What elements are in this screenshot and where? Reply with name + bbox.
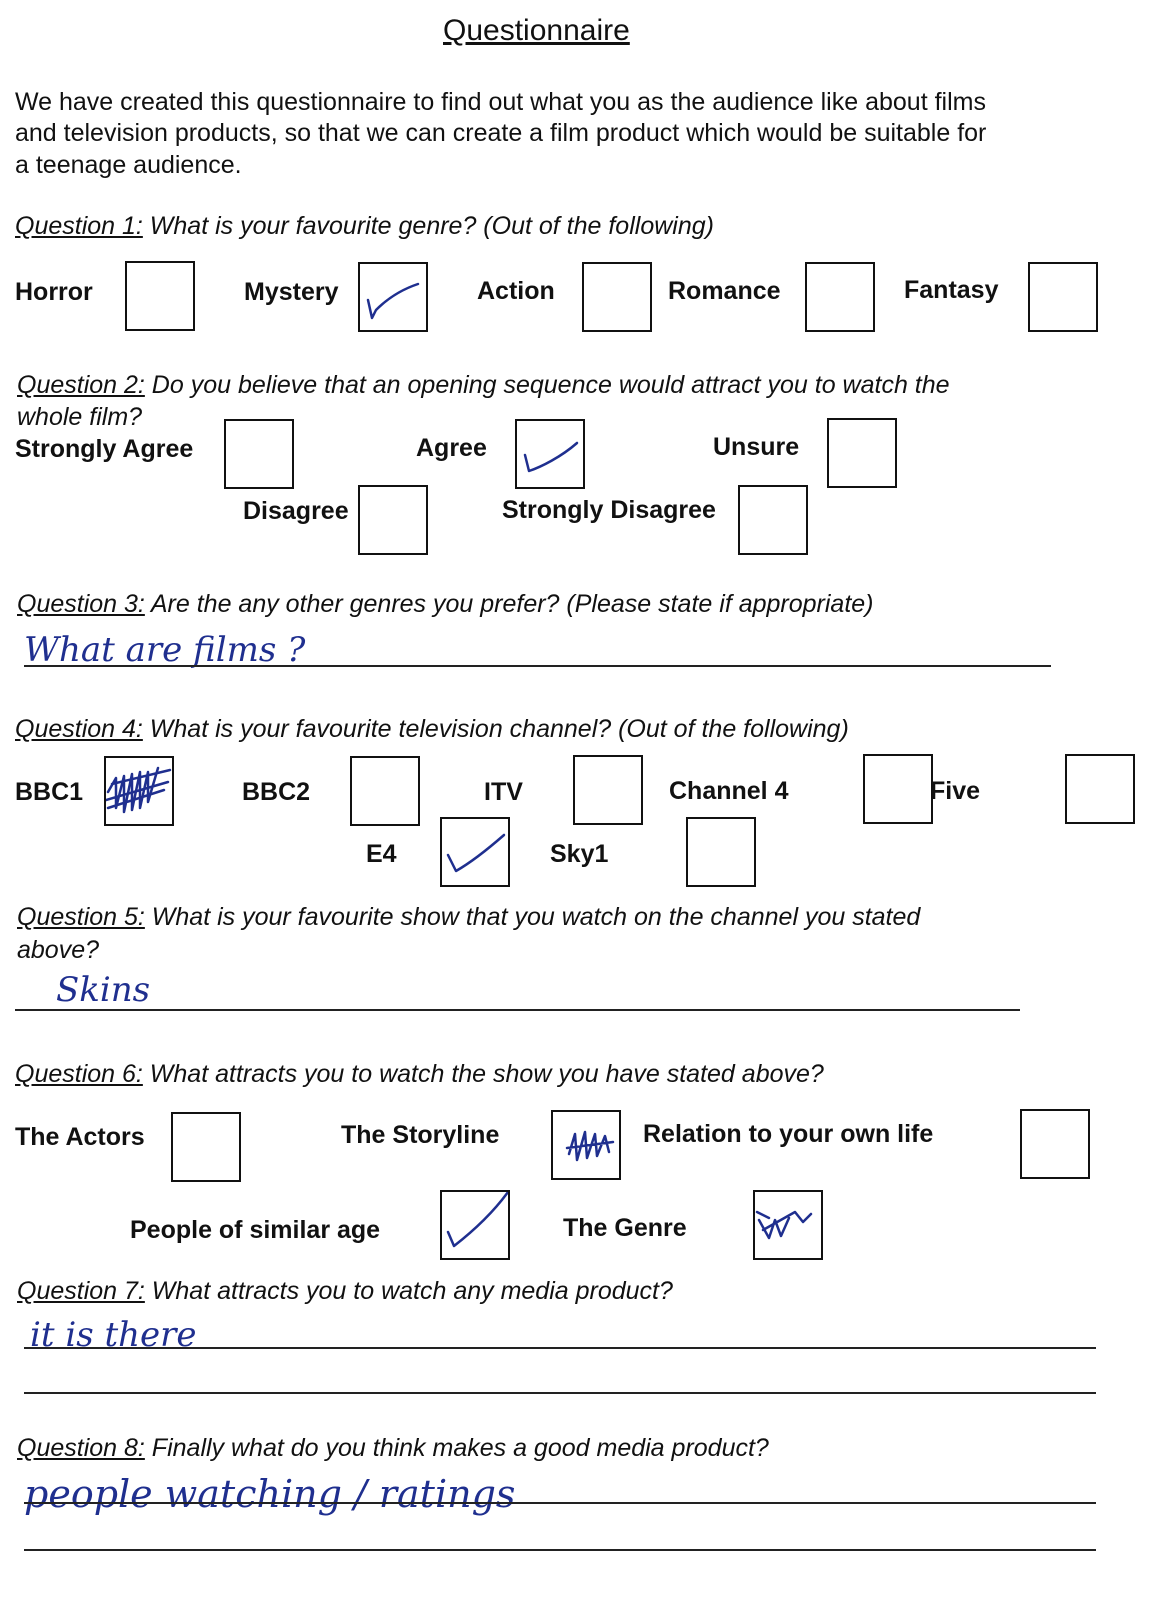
question-5-text: What is your favourite show that you watch on the channel you stated: [144, 903, 921, 931]
q2-strongly-agree-checkbox[interactable]: [224, 419, 294, 489]
q6-people-of-similar-age-checkbox[interactable]: [440, 1190, 510, 1260]
q4-option-e4: E4: [366, 840, 397, 868]
question-3-text: Are the any other genres you prefer? (Please state if appropriate): [144, 590, 874, 618]
q6-option-the-genre: The Genre: [563, 1214, 687, 1242]
q5-handwritten-answer: Skins: [56, 970, 151, 1010]
question-1: [15, 212, 714, 241]
q6-the-storyline-checkbox[interactable]: [551, 1110, 621, 1180]
q2-option-disagree: Disagree: [243, 497, 349, 525]
q3-answer-line[interactable]: [24, 665, 1051, 667]
q7-answer-line-2[interactable]: [24, 1392, 1096, 1394]
q6-option-relation-to-your-own-life: Relation to your own life: [643, 1120, 934, 1148]
q1-horror-checkbox[interactable]: [125, 261, 195, 331]
question-2: [17, 371, 950, 400]
page-title: Questionnaire: [443, 14, 630, 47]
tick-mark-icon: [442, 1192, 508, 1258]
q4-bbc2-checkbox[interactable]: [350, 756, 420, 826]
q8-answer-line-2[interactable]: [24, 1549, 1096, 1551]
q4-option-bbc1: BBC1: [15, 778, 84, 806]
q4-e4-checkbox[interactable]: [440, 817, 510, 887]
question-7: [17, 1277, 673, 1306]
q6-option-people-of-similar-age: People of similar age: [130, 1216, 381, 1244]
question-5: [17, 903, 920, 932]
q2-unsure-checkbox[interactable]: [827, 418, 897, 488]
q3-handwritten-answer: What are films ?: [24, 630, 306, 670]
tick-mark-icon: [360, 264, 426, 330]
intro-line-2: and television products, so that we can create a film product which would be suitable for: [15, 119, 987, 147]
question-8: [17, 1434, 769, 1463]
intro-line-3: a teenage audience.: [15, 151, 242, 179]
q4-option-bbc2: BBC2: [242, 778, 311, 806]
q6-option-the-actors: The Actors: [15, 1123, 145, 1151]
question-7-label: Question 7:: [17, 1277, 145, 1305]
q4-option-itv: ITV: [484, 778, 523, 806]
tick-mark-icon: [517, 421, 583, 487]
question-8-text: Finally what do you think makes a good media product?: [144, 1434, 769, 1462]
question-8-label: Question 8:: [17, 1434, 145, 1462]
q4-five-checkbox[interactable]: [1065, 754, 1135, 824]
question-5-label: Question 5:: [17, 903, 145, 931]
q6-option-the-storyline: The Storyline: [341, 1121, 500, 1149]
q1-mystery-checkbox[interactable]: [358, 262, 428, 332]
q4-option-five: Five: [930, 777, 981, 805]
question-7-text: What attracts you to watch any media product?: [144, 1277, 673, 1305]
q1-option-horror: Horror: [15, 278, 93, 306]
q4-option-channel-4: Channel 4: [669, 777, 789, 805]
scribble-mark-icon: [106, 758, 172, 824]
question-4-text: What is your favourite television channel? (Out of the following): [142, 715, 849, 743]
q1-fantasy-checkbox[interactable]: [1028, 262, 1098, 332]
q8-handwritten-answer: people watching / ratings: [24, 1472, 516, 1516]
q6-the-genre-checkbox[interactable]: [753, 1190, 823, 1260]
q4-option-sky1: Sky1: [550, 840, 609, 868]
question-2-text-line-2: whole film?: [17, 403, 143, 431]
question-2-text: Do you believe that an opening sequence would attract you to watch the: [144, 371, 950, 399]
q1-romance-checkbox[interactable]: [805, 262, 875, 332]
question-5-text-line-2: above?: [17, 936, 100, 964]
question-1-text: What is your favourite genre? (Out of the following): [142, 212, 714, 240]
question-1-label: Question 1:: [15, 212, 143, 240]
question-6-text: What attracts you to watch the show you have stated above?: [142, 1060, 824, 1088]
intro-line-1: We have created this questionnaire to find out what you as the audience like about films: [15, 88, 986, 116]
question-6-label: Question 6:: [15, 1060, 143, 1088]
q2-option-agree: Agree: [416, 434, 487, 462]
q5-answer-line[interactable]: [15, 1009, 1020, 1011]
q2-option-strongly-agree: Strongly Agree: [15, 435, 194, 463]
tick-mark-icon: [442, 819, 508, 885]
q7-handwritten-answer: it is there: [30, 1315, 197, 1355]
question-4-label: Question 4:: [15, 715, 143, 743]
q2-strongly-disagree-checkbox[interactable]: [738, 485, 808, 555]
q1-option-mystery: Mystery: [244, 278, 339, 306]
q2-option-strongly-disagree: Strongly Disagree: [502, 496, 716, 524]
q2-option-unsure: Unsure: [713, 433, 800, 461]
q1-action-checkbox[interactable]: [582, 262, 652, 332]
question-4: [15, 715, 849, 744]
q6-relation-checkbox[interactable]: [1020, 1109, 1090, 1179]
question-3-label: Question 3:: [17, 590, 145, 618]
scribble-mark-icon: [755, 1192, 821, 1258]
q1-option-action: Action: [477, 277, 555, 305]
question-6: [15, 1060, 824, 1089]
question-2-label: Question 2:: [17, 371, 145, 399]
q1-option-fantasy: Fantasy: [904, 276, 999, 304]
q2-disagree-checkbox[interactable]: [358, 485, 428, 555]
scribble-mark-icon: [553, 1112, 619, 1178]
q8-answer-line-1[interactable]: [24, 1502, 1096, 1504]
q2-agree-checkbox[interactable]: [515, 419, 585, 489]
q7-answer-line-1[interactable]: [24, 1347, 1096, 1349]
question-3: [17, 590, 874, 619]
q4-channel-4-checkbox[interactable]: [863, 754, 933, 824]
q4-itv-checkbox[interactable]: [573, 755, 643, 825]
q1-option-romance: Romance: [668, 277, 781, 305]
q6-the-actors-checkbox[interactable]: [171, 1112, 241, 1182]
q4-sky1-checkbox[interactable]: [686, 817, 756, 887]
q4-bbc1-checkbox[interactable]: [104, 756, 174, 826]
